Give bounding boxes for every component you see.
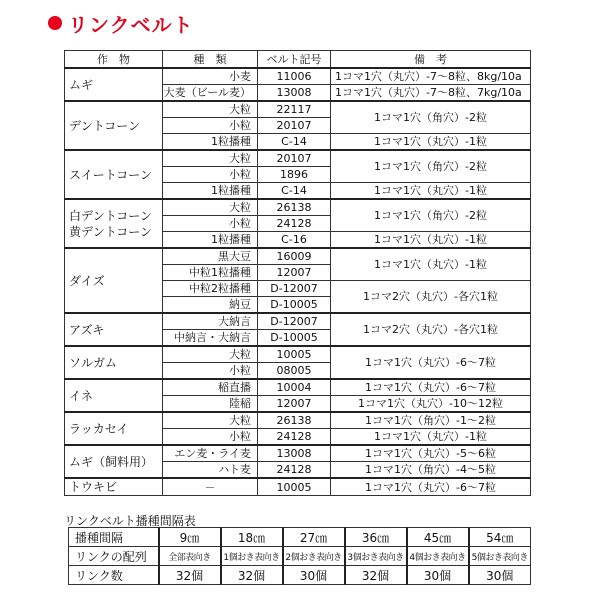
table-row [65, 101, 531, 118]
code-cell: D-10005 [258, 330, 331, 347]
crop-cell: ラッカセイ [65, 412, 163, 445]
kind-cell: 1粒播種 [163, 183, 258, 200]
kind-cell: 小粒 [163, 363, 258, 380]
kind-cell: 小麦 [163, 68, 258, 85]
note-cell: 1コマ1穴（丸穴）-1粒 [331, 232, 531, 249]
belt-table [64, 50, 531, 496]
code-cell: 1896 [258, 167, 331, 183]
layout-cell: 5個おき表向き [469, 547, 531, 566]
crop-cell: イネ [65, 379, 163, 412]
kind-cell: 小粒 [163, 118, 258, 134]
kind-cell: 陸稲 [163, 396, 258, 413]
code-cell: 12007 [258, 265, 331, 281]
count-cell: 32個 [345, 566, 407, 585]
kind-cell: 納豆 [163, 297, 258, 314]
code-cell: C-14 [258, 183, 331, 200]
row-label-layout: リンクの配列 [69, 547, 159, 566]
note-cell: 1コマ1穴（丸穴）-6～7粒 [331, 379, 531, 396]
page-title-text: リンクベルト [68, 12, 194, 37]
interval-cell: 9㎝ [159, 528, 221, 547]
note-cell: 1コマ2穴（丸穴）-各穴1粒 [331, 313, 531, 346]
spacing-table-title: リンクベルト播種間隔表 [64, 514, 196, 528]
layout-cell: 1個おき表向き [221, 547, 283, 566]
note-cell: 1コマ1穴（角穴）-2粒 [331, 101, 531, 134]
kind-cell: 大麦（ビール麦） [163, 85, 258, 102]
table-row [65, 150, 531, 167]
interval-row [69, 528, 531, 547]
code-cell: D-12007 [258, 281, 331, 297]
count-cell: 32個 [221, 566, 283, 585]
note-cell: 1コマ1穴（丸穴）-1粒 [331, 183, 531, 200]
header-kind: 種 類 [163, 51, 258, 69]
layout-row [69, 547, 531, 566]
note-cell: 1コマ1穴（丸穴）-1粒 [331, 248, 531, 281]
code-cell: 11006 [258, 68, 331, 85]
code-cell: C-16 [258, 232, 331, 249]
note-cell: 1コマ1穴（角穴）-1～2粒 [331, 412, 531, 429]
code-cell: 24128 [258, 462, 331, 479]
note-cell: 1コマ1穴（丸穴）-7～8粒、8kg/10a [331, 68, 531, 85]
table-row [65, 445, 531, 462]
kind-cell: － [163, 478, 258, 496]
kind-cell: 稲直播 [163, 379, 258, 396]
code-cell: 12007 [258, 396, 331, 413]
code-cell: 24128 [258, 216, 331, 232]
layout-cell: 2個おき表向き [283, 547, 345, 566]
note-cell: 1コマ1穴（丸穴）-6～7粒 [331, 478, 531, 496]
kind-cell: 中粒2粒播種 [163, 281, 258, 297]
kind-cell: 大粒 [163, 101, 258, 118]
code-cell: 08005 [258, 363, 331, 380]
interval-cell: 18㎝ [221, 528, 283, 547]
table-row [65, 379, 531, 396]
kind-cell: 1粒播種 [163, 134, 258, 151]
table-row [65, 313, 531, 330]
note-cell: 1コマ1穴（角穴）-2粒 [331, 199, 531, 232]
kind-cell: エン麦・ライ麦 [163, 445, 258, 462]
code-cell: 24128 [258, 429, 331, 446]
table-row [65, 68, 531, 85]
count-cell: 30個 [407, 566, 469, 585]
kind-cell: 小粒 [163, 167, 258, 183]
note-cell: 1コマ1穴（丸穴）-1粒 [331, 134, 531, 151]
interval-cell: 36㎝ [345, 528, 407, 547]
interval-cell: 45㎝ [407, 528, 469, 547]
crop-cell: ムギ [65, 68, 163, 101]
crop-cell: ダイズ [65, 248, 163, 313]
kind-cell: 中粒1粒播種 [163, 265, 258, 281]
crop-cell: デントコーン [65, 101, 163, 150]
code-cell: 20107 [258, 150, 331, 167]
code-cell: 10004 [258, 379, 331, 396]
crop-cell: 白デントコーン 黄デントコーン [65, 199, 163, 248]
crop-cell: スイートコーン [65, 150, 163, 199]
kind-cell: 小粒 [163, 429, 258, 446]
count-cell: 30個 [283, 566, 345, 585]
row-label-count: リンク数 [69, 566, 159, 585]
kind-cell: 大粒 [163, 412, 258, 429]
code-cell: 26138 [258, 199, 331, 216]
code-cell: 20107 [258, 118, 331, 134]
layout-cell: 4個おき表向き [407, 547, 469, 566]
kind-cell: 小粒 [163, 216, 258, 232]
code-cell: 10005 [258, 346, 331, 363]
header-code: ベルト記号 [258, 51, 331, 69]
crop-cell: ムギ（飼料用） [65, 445, 163, 478]
table-row [65, 199, 531, 216]
code-cell: 10005 [258, 478, 331, 496]
note-cell: 1コマ1穴（角穴）-4～5粒 [331, 462, 531, 479]
crop-cell: トウキビ [65, 478, 163, 496]
kind-cell: 中納言・大納言 [163, 330, 258, 347]
table-row [65, 478, 531, 496]
header-note: 備 考 [331, 51, 531, 69]
layout-cell: 全部表向き [159, 547, 221, 566]
count-cell: 30個 [469, 566, 531, 585]
note-cell: 1コマ1穴（丸穴）-7～8粒、7kg/10a [331, 85, 531, 102]
layout-cell: 3個おき表向き [345, 547, 407, 566]
kind-cell: 黒大豆 [163, 248, 258, 265]
kind-cell: 大納言 [163, 313, 258, 330]
kind-cell: 1粒播種 [163, 232, 258, 249]
note-cell: 1コマ1穴（丸穴）-1粒 [331, 429, 531, 446]
code-cell: 22117 [258, 101, 331, 118]
note-cell: 1コマ1穴（丸穴）-5～6粒 [331, 445, 531, 462]
row-label-interval: 播種間隔 [69, 528, 159, 547]
crop-cell: アズキ [65, 313, 163, 346]
page-title [48, 8, 194, 38]
spacing-table [68, 527, 531, 585]
note-cell: 1コマ1穴（丸穴）-6～7粒 [331, 346, 531, 379]
table-row [65, 412, 531, 429]
count-row [69, 566, 531, 585]
code-cell: C-14 [258, 134, 331, 151]
code-cell: 13008 [258, 85, 331, 102]
code-cell: 16009 [258, 248, 331, 265]
kind-cell: ハト麦 [163, 462, 258, 479]
count-cell: 32個 [159, 566, 221, 585]
code-cell: D-10005 [258, 297, 331, 314]
table-row [65, 346, 531, 363]
code-cell: 13008 [258, 445, 331, 462]
kind-cell: 大粒 [163, 346, 258, 363]
note-cell: 1コマ1穴（角穴）-2粒 [331, 150, 531, 183]
code-cell: 26138 [258, 412, 331, 429]
kind-cell: 大粒 [163, 199, 258, 216]
red-dot-icon [48, 16, 62, 30]
interval-cell: 27㎝ [283, 528, 345, 547]
code-cell: D-12007 [258, 313, 331, 330]
kind-cell: 大粒 [163, 150, 258, 167]
crop-cell: ソルガム [65, 346, 163, 379]
note-cell: 1コマ1穴（丸穴）-10～12粒 [331, 396, 531, 413]
note-cell: 1コマ2穴（丸穴）-各穴1粒 [331, 281, 531, 314]
table-row [65, 248, 531, 265]
interval-cell: 54㎝ [469, 528, 531, 547]
header-crop: 作 物 [65, 51, 163, 69]
